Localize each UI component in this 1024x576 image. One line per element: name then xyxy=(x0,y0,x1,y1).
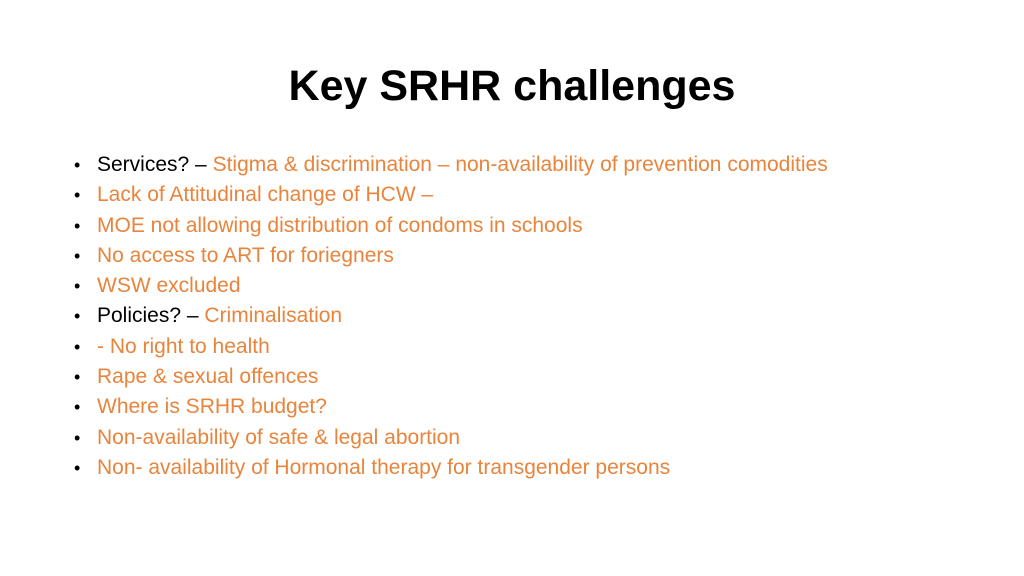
bullet-item xyxy=(74,211,974,241)
bullet-dot-icon: • xyxy=(74,245,81,266)
bullet-item xyxy=(74,423,974,453)
bullet-text: Rape & sexual offences xyxy=(97,365,319,389)
bullet-item xyxy=(74,392,974,422)
bullet-text: Non-availability of safe & legal abortion xyxy=(97,425,461,449)
bullet-lead-text: Policies? – xyxy=(97,304,205,328)
bullet-dot-icon: • xyxy=(74,185,81,206)
bullet-text: Stigma & discrimination – non-availability of prevention comodities xyxy=(212,153,828,176)
bullet-item xyxy=(74,271,974,301)
bullet-list xyxy=(74,150,974,483)
bullet-text: Where is SRHR budget? xyxy=(97,395,327,419)
bullet-dot-icon: • xyxy=(74,215,81,236)
bullet-item xyxy=(74,241,974,271)
bullet-text: Lack of Attitudinal change of HCW – xyxy=(97,183,434,207)
bullet-dot-icon: • xyxy=(74,367,81,388)
bullet-text: - No right to health xyxy=(97,334,270,358)
bullet-item xyxy=(74,453,974,483)
bullet-item xyxy=(74,150,974,180)
bullet-text: MOE not allowing distribution of condoms in schools xyxy=(97,213,583,237)
bullet-dot-icon: • xyxy=(74,397,81,418)
bullet-item xyxy=(74,180,974,210)
bullet-dot-icon: • xyxy=(74,427,81,448)
bullet-dot-icon: • xyxy=(74,276,81,297)
bullet-text: WSW excluded xyxy=(97,274,241,298)
bullet-dot-icon: • xyxy=(74,336,81,357)
bullet-text: Criminalisation xyxy=(204,304,343,328)
bullet-item xyxy=(74,332,974,362)
bullet-item xyxy=(74,362,974,392)
bullet-lead-text: Services? – xyxy=(97,153,213,176)
bullet-dot-icon: • xyxy=(74,155,81,175)
bullet-item xyxy=(74,301,974,331)
bullet-dot-icon: • xyxy=(74,457,81,478)
bullet-text: No access to ART for foriegners xyxy=(97,243,394,267)
bullet-dot-icon: • xyxy=(74,306,81,327)
bullet-text: Non- availability of Hormonal therapy for transgender persons xyxy=(97,455,671,479)
slide-title: Key SRHR challenges xyxy=(288,62,736,110)
